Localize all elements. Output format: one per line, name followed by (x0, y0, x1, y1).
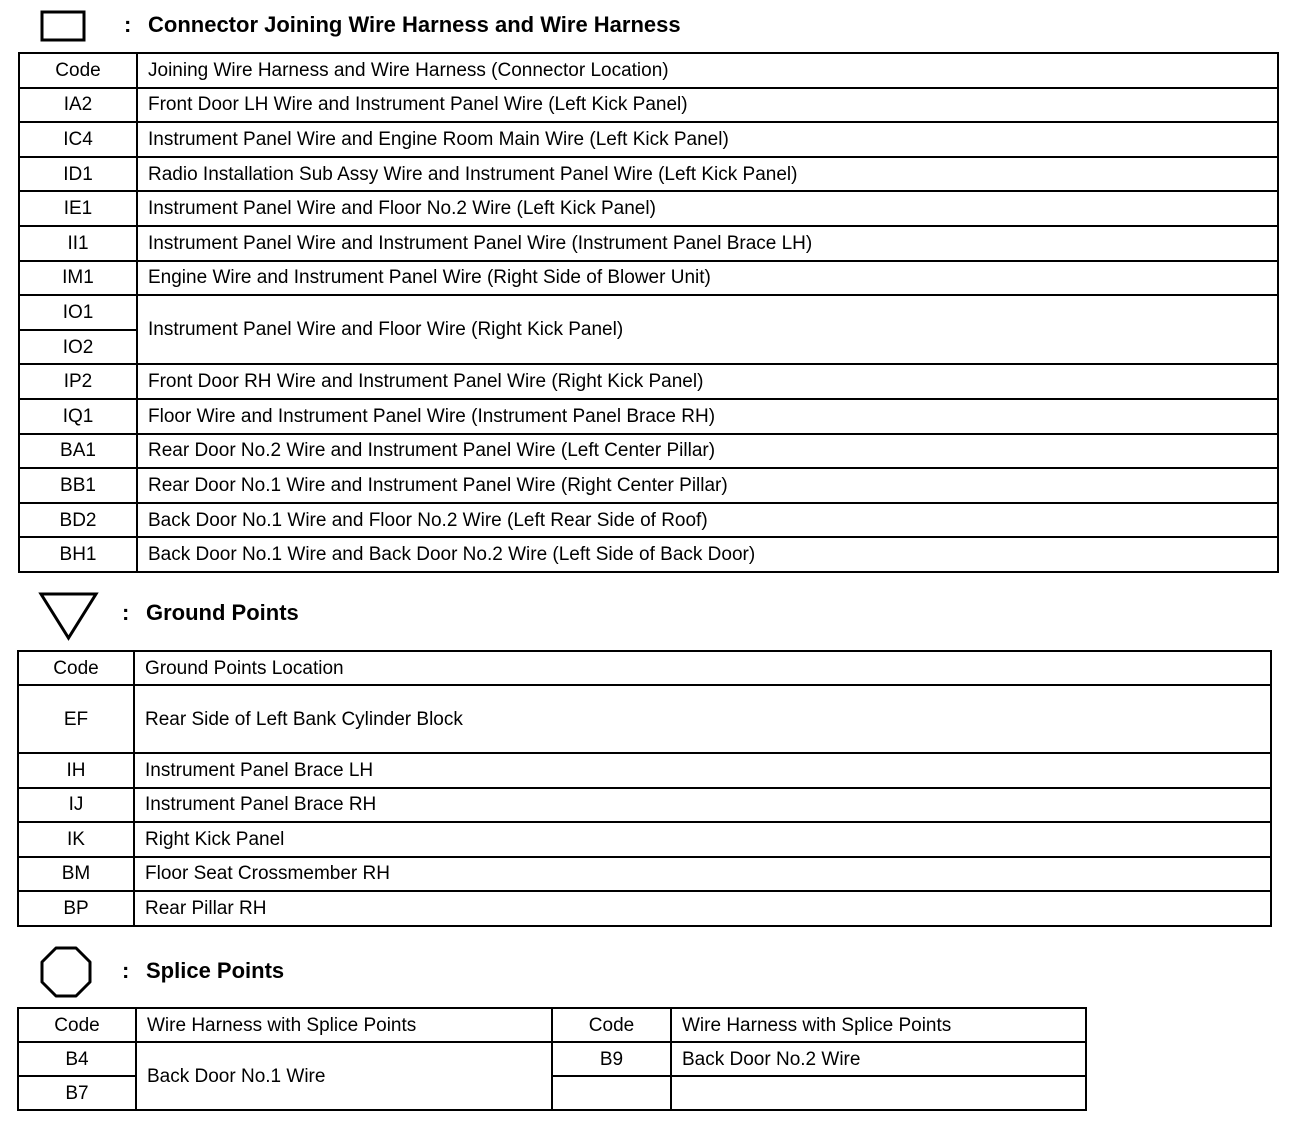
row-code: EF (18, 685, 134, 753)
table-row (19, 122, 1278, 157)
row-code: IO2 (19, 330, 137, 365)
row-desc-2 (671, 1076, 1086, 1110)
table-row (18, 1042, 1086, 1076)
header-desc: Wire Harness with Splice Points (136, 1008, 552, 1042)
header-desc: Joining Wire Harness and Wire Harness (Connector Location) (137, 53, 1278, 88)
header-desc: Ground Points Location (134, 651, 1271, 685)
row-desc: Back Door No.1 Wire (136, 1042, 552, 1110)
table-row (18, 753, 1271, 788)
row-code-2: B9 (552, 1042, 671, 1076)
row-desc: Rear Door No.1 Wire and Instrument Panel Wire (Right Center Pillar) (137, 468, 1278, 503)
row-code: B7 (18, 1076, 136, 1110)
table-row (18, 788, 1271, 823)
triangle-down-icon (38, 590, 100, 642)
table-row (18, 857, 1271, 892)
row-code: BP (18, 891, 134, 926)
row-desc: Right Kick Panel (134, 822, 1271, 857)
table-row (19, 88, 1278, 123)
connectors-title: Connector Joining Wire Harness and Wire Harness (148, 12, 681, 37)
octagon-icon (38, 944, 94, 1000)
header-code-2: Code (552, 1008, 671, 1042)
row-code: BH1 (19, 537, 137, 572)
row-code-2 (552, 1076, 671, 1110)
table-row (19, 261, 1278, 296)
table-header-row (18, 651, 1271, 685)
row-code: IJ (18, 788, 134, 823)
row-code: IP2 (19, 364, 137, 399)
splice-colon: : (122, 958, 130, 983)
row-desc: Instrument Panel Brace RH (134, 788, 1271, 823)
connectors-colon: : (124, 12, 132, 37)
row-desc: Engine Wire and Instrument Panel Wire (Right Side of Blower Unit) (137, 261, 1278, 296)
row-desc: Floor Seat Crossmember RH (134, 857, 1271, 892)
table-header-row (18, 1008, 1086, 1042)
ground-table (17, 650, 1272, 927)
connectors-table (18, 52, 1279, 573)
row-desc: Instrument Panel Brace LH (134, 753, 1271, 788)
header-code: Code (18, 651, 134, 685)
row-code: B4 (18, 1042, 136, 1076)
row-desc: Floor Wire and Instrument Panel Wire (Instrument Panel Brace RH) (137, 399, 1278, 434)
row-desc: Rear Door No.2 Wire and Instrument Panel Wire (Left Center Pillar) (137, 434, 1278, 469)
header-code: Code (19, 53, 137, 88)
table-header-row (19, 53, 1278, 88)
row-desc: Instrument Panel Wire and Floor Wire (Right Kick Panel) (137, 295, 1278, 364)
table-row (19, 226, 1278, 261)
row-desc-2: Back Door No.2 Wire (671, 1042, 1086, 1076)
table-row (19, 191, 1278, 226)
row-desc: Rear Side of Left Bank Cylinder Block (134, 685, 1271, 753)
row-desc: Back Door No.1 Wire and Floor No.2 Wire (Left Rear Side of Roof) (137, 503, 1278, 538)
table-row (19, 295, 1278, 330)
header-desc-2: Wire Harness with Splice Points (671, 1008, 1086, 1042)
row-code: IA2 (19, 88, 137, 123)
row-code: BA1 (19, 434, 137, 469)
row-desc: Instrument Panel Wire and Instrument Panel Wire (Instrument Panel Brace LH) (137, 226, 1278, 261)
table-row (19, 503, 1278, 538)
row-desc: Front Door LH Wire and Instrument Panel Wire (Left Kick Panel) (137, 88, 1278, 123)
row-code: BD2 (19, 503, 137, 538)
row-desc: Radio Installation Sub Assy Wire and Instrument Panel Wire (Left Kick Panel) (137, 157, 1278, 192)
table-row (19, 399, 1278, 434)
table-row (18, 685, 1271, 753)
splice-title: Splice Points (146, 958, 285, 983)
row-code: ID1 (19, 157, 137, 192)
row-desc: Rear Pillar RH (134, 891, 1271, 926)
ground-colon: : (122, 600, 130, 625)
square-outline-icon (40, 10, 88, 44)
row-code: BM (18, 857, 134, 892)
header-code: Code (18, 1008, 136, 1042)
table-row (19, 157, 1278, 192)
row-code: IC4 (19, 122, 137, 157)
row-code: II1 (19, 226, 137, 261)
table-row (19, 468, 1278, 503)
row-code: BB1 (19, 468, 137, 503)
table-row (19, 537, 1278, 572)
splice-table (17, 1007, 1087, 1111)
table-row (18, 891, 1271, 926)
row-code: IO1 (19, 295, 137, 330)
table-row (18, 822, 1271, 857)
ground-title: Ground Points (146, 600, 299, 625)
row-desc: Instrument Panel Wire and Floor No.2 Wire (Left Kick Panel) (137, 191, 1278, 226)
row-code: IM1 (19, 261, 137, 296)
table-row (19, 434, 1278, 469)
row-code: IH (18, 753, 134, 788)
row-desc: Instrument Panel Wire and Engine Room Main Wire (Left Kick Panel) (137, 122, 1278, 157)
row-code: IK (18, 822, 134, 857)
row-code: IE1 (19, 191, 137, 226)
row-desc: Front Door RH Wire and Instrument Panel Wire (Right Kick Panel) (137, 364, 1278, 399)
row-code: IQ1 (19, 399, 137, 434)
table-row (19, 364, 1278, 399)
row-desc: Back Door No.1 Wire and Back Door No.2 Wire (Left Side of Back Door) (137, 537, 1278, 572)
